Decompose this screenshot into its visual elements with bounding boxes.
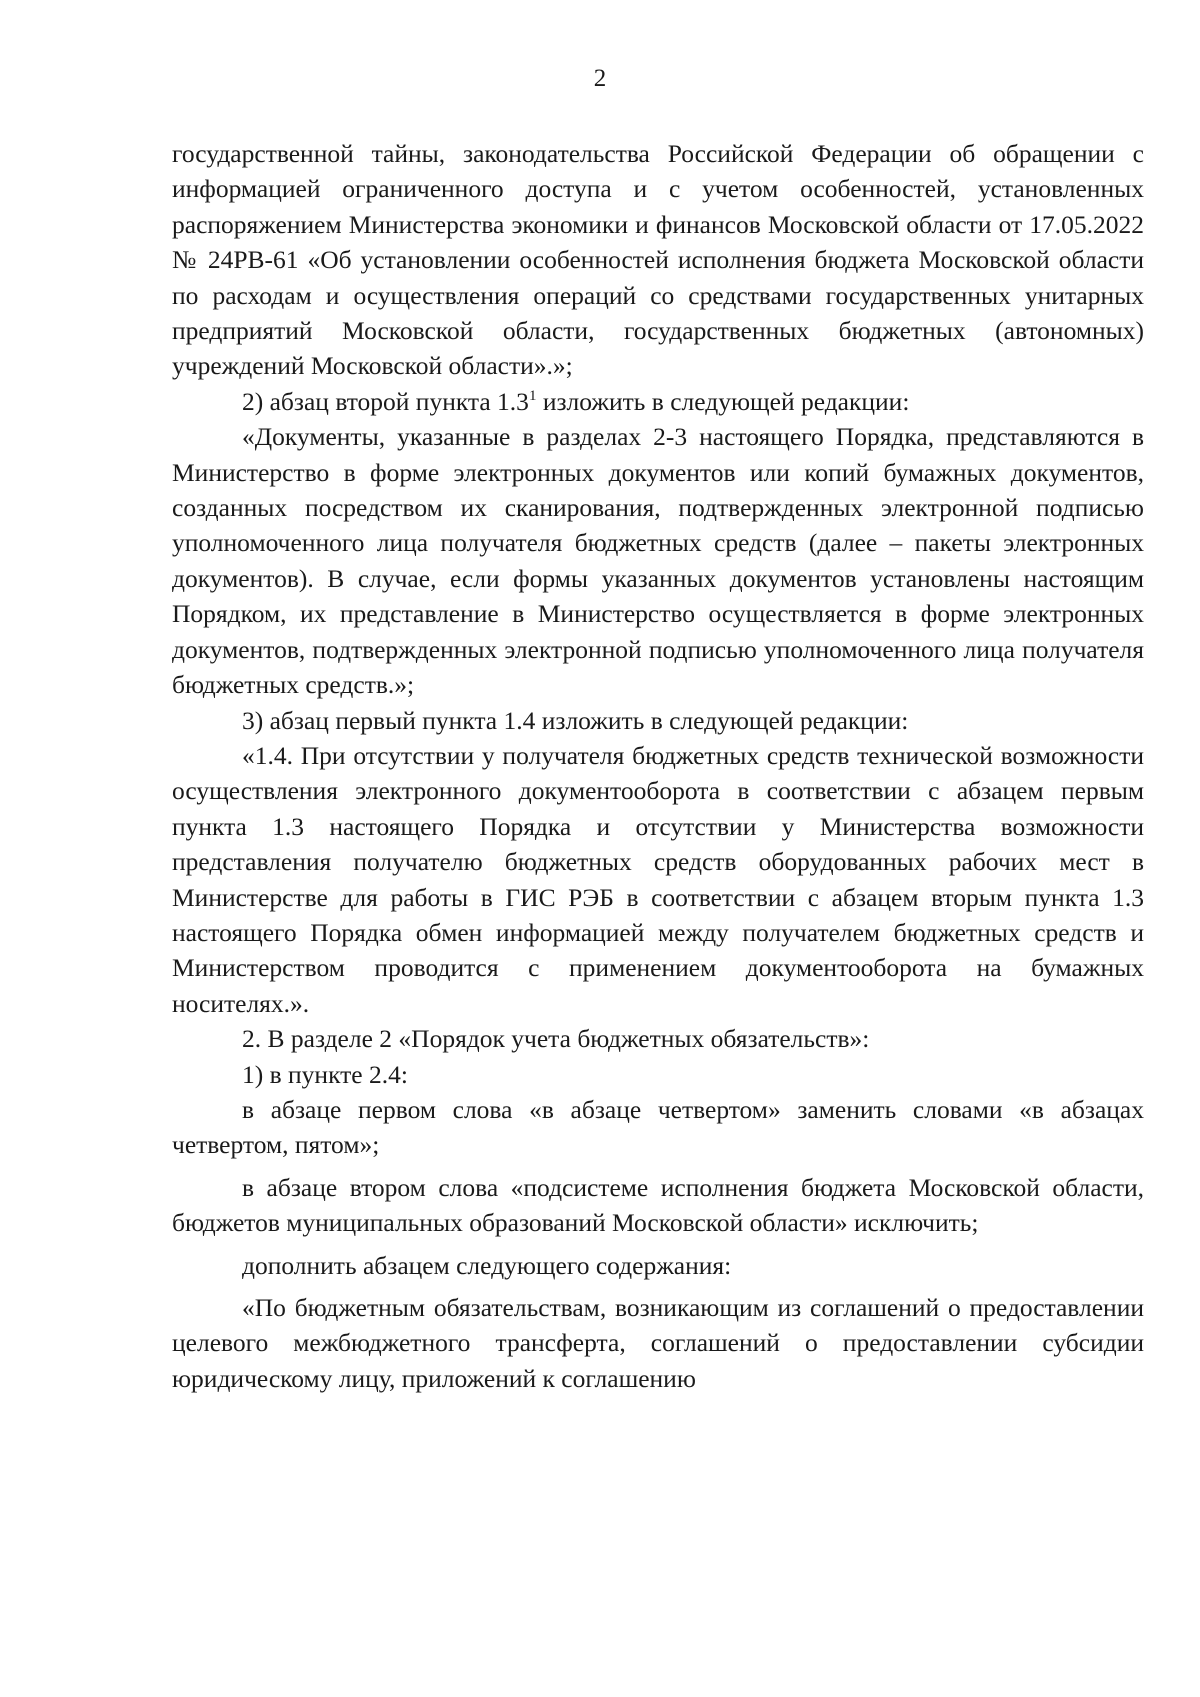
paragraph-item-2-4: 1) в пункте 2.4: (242, 1059, 408, 1089)
paragraph-quote-1-4: «1.4. При отсутствии у получателя бюджетных средств технической возможности осуществления электронного документооборота в соответствии с абзацем первым пункта 1.3 настоящего Порядка и отсутствии у Министерства возможности представления получателю бюджетных средств оборудованных рабочих мест в Министерстве для работы в ГИС РЭБ в соответствии с абзацем вторым пункта 1.3 настоящего Порядка обмен информацией между получателем бюджетных средств и Министерством проводится с применением документооборота на бумажных носителях.». (172, 740, 1144, 1018)
paragraph-quote-obligations: «По бюджетным обязательствам, возникающим из соглашений о предоставлении целевого межбюджетного трансферта, соглашений о предоставлении субсидии юридическому лицу, приложений к соглашению (172, 1293, 1144, 1393)
paragraph-amendment-2 (172, 384, 1144, 419)
document-body (172, 136, 1144, 1396)
paragraph-continuation: государственной тайны, законодательства Российской Федерации об обращении с информацией ограниченного доступа и с учетом особенностей, установленных распоряжением Министерства экономики и финансов Московской области от 17.05.2022 № 24РВ-61 «Об установлении особенностей исполнения бюджета Московской области по расходам и осуществления операций со средствами государственных унитарных предприятий Московской области, государственных бюджетных (автономных) учреждений Московской области».»; (172, 139, 1144, 381)
paragraph-quote-documents: «Документы, указанные в разделах 2-3 настоящего Порядка, представляются в Министерство в форме электронных документов или копий бумажных документов, созданных посредством их сканирования, подтвержденных электронной подписью уполномоченного лица получателя бюджетных средств (далее – пакеты электронных документов). В случае, если формы указанных документов установлены настоящим Порядком, их представление в Министерство осуществляется в форме электронных документов, подтвержденных электронной подписью уполномоченного лица получателя бюджетных средств.»; (172, 422, 1144, 700)
paragraph-abzac-second: в абзаце втором слова «подсистеме исполнения бюджета Московской области, бюджетов муниципальных образований Московской области» исключить; (172, 1172, 1144, 1238)
paragraph-supplement: дополнить абзацем следующего содержания: (242, 1250, 732, 1280)
page-number: 2 (593, 65, 607, 92)
paragraph-amendment-2-text: 2) абзац второй пункта 1.3 (242, 386, 529, 416)
paragraph-amendment-2-tail: изложить в следующей редакции: (536, 386, 910, 416)
paragraph-amendment-3: 3) абзац первый пункта 1.4 изложить в следующей редакции: (242, 705, 909, 735)
superscript-1: 1 (528, 387, 537, 404)
paragraph-section-2: 2. В разделе 2 «Порядок учета бюджетных обязательств»: (242, 1024, 870, 1054)
paragraph-abzac-first: в абзаце первом слова «в абзаце четвертом» заменить словами «в абзацах четвертом, пятом»; (172, 1094, 1144, 1160)
